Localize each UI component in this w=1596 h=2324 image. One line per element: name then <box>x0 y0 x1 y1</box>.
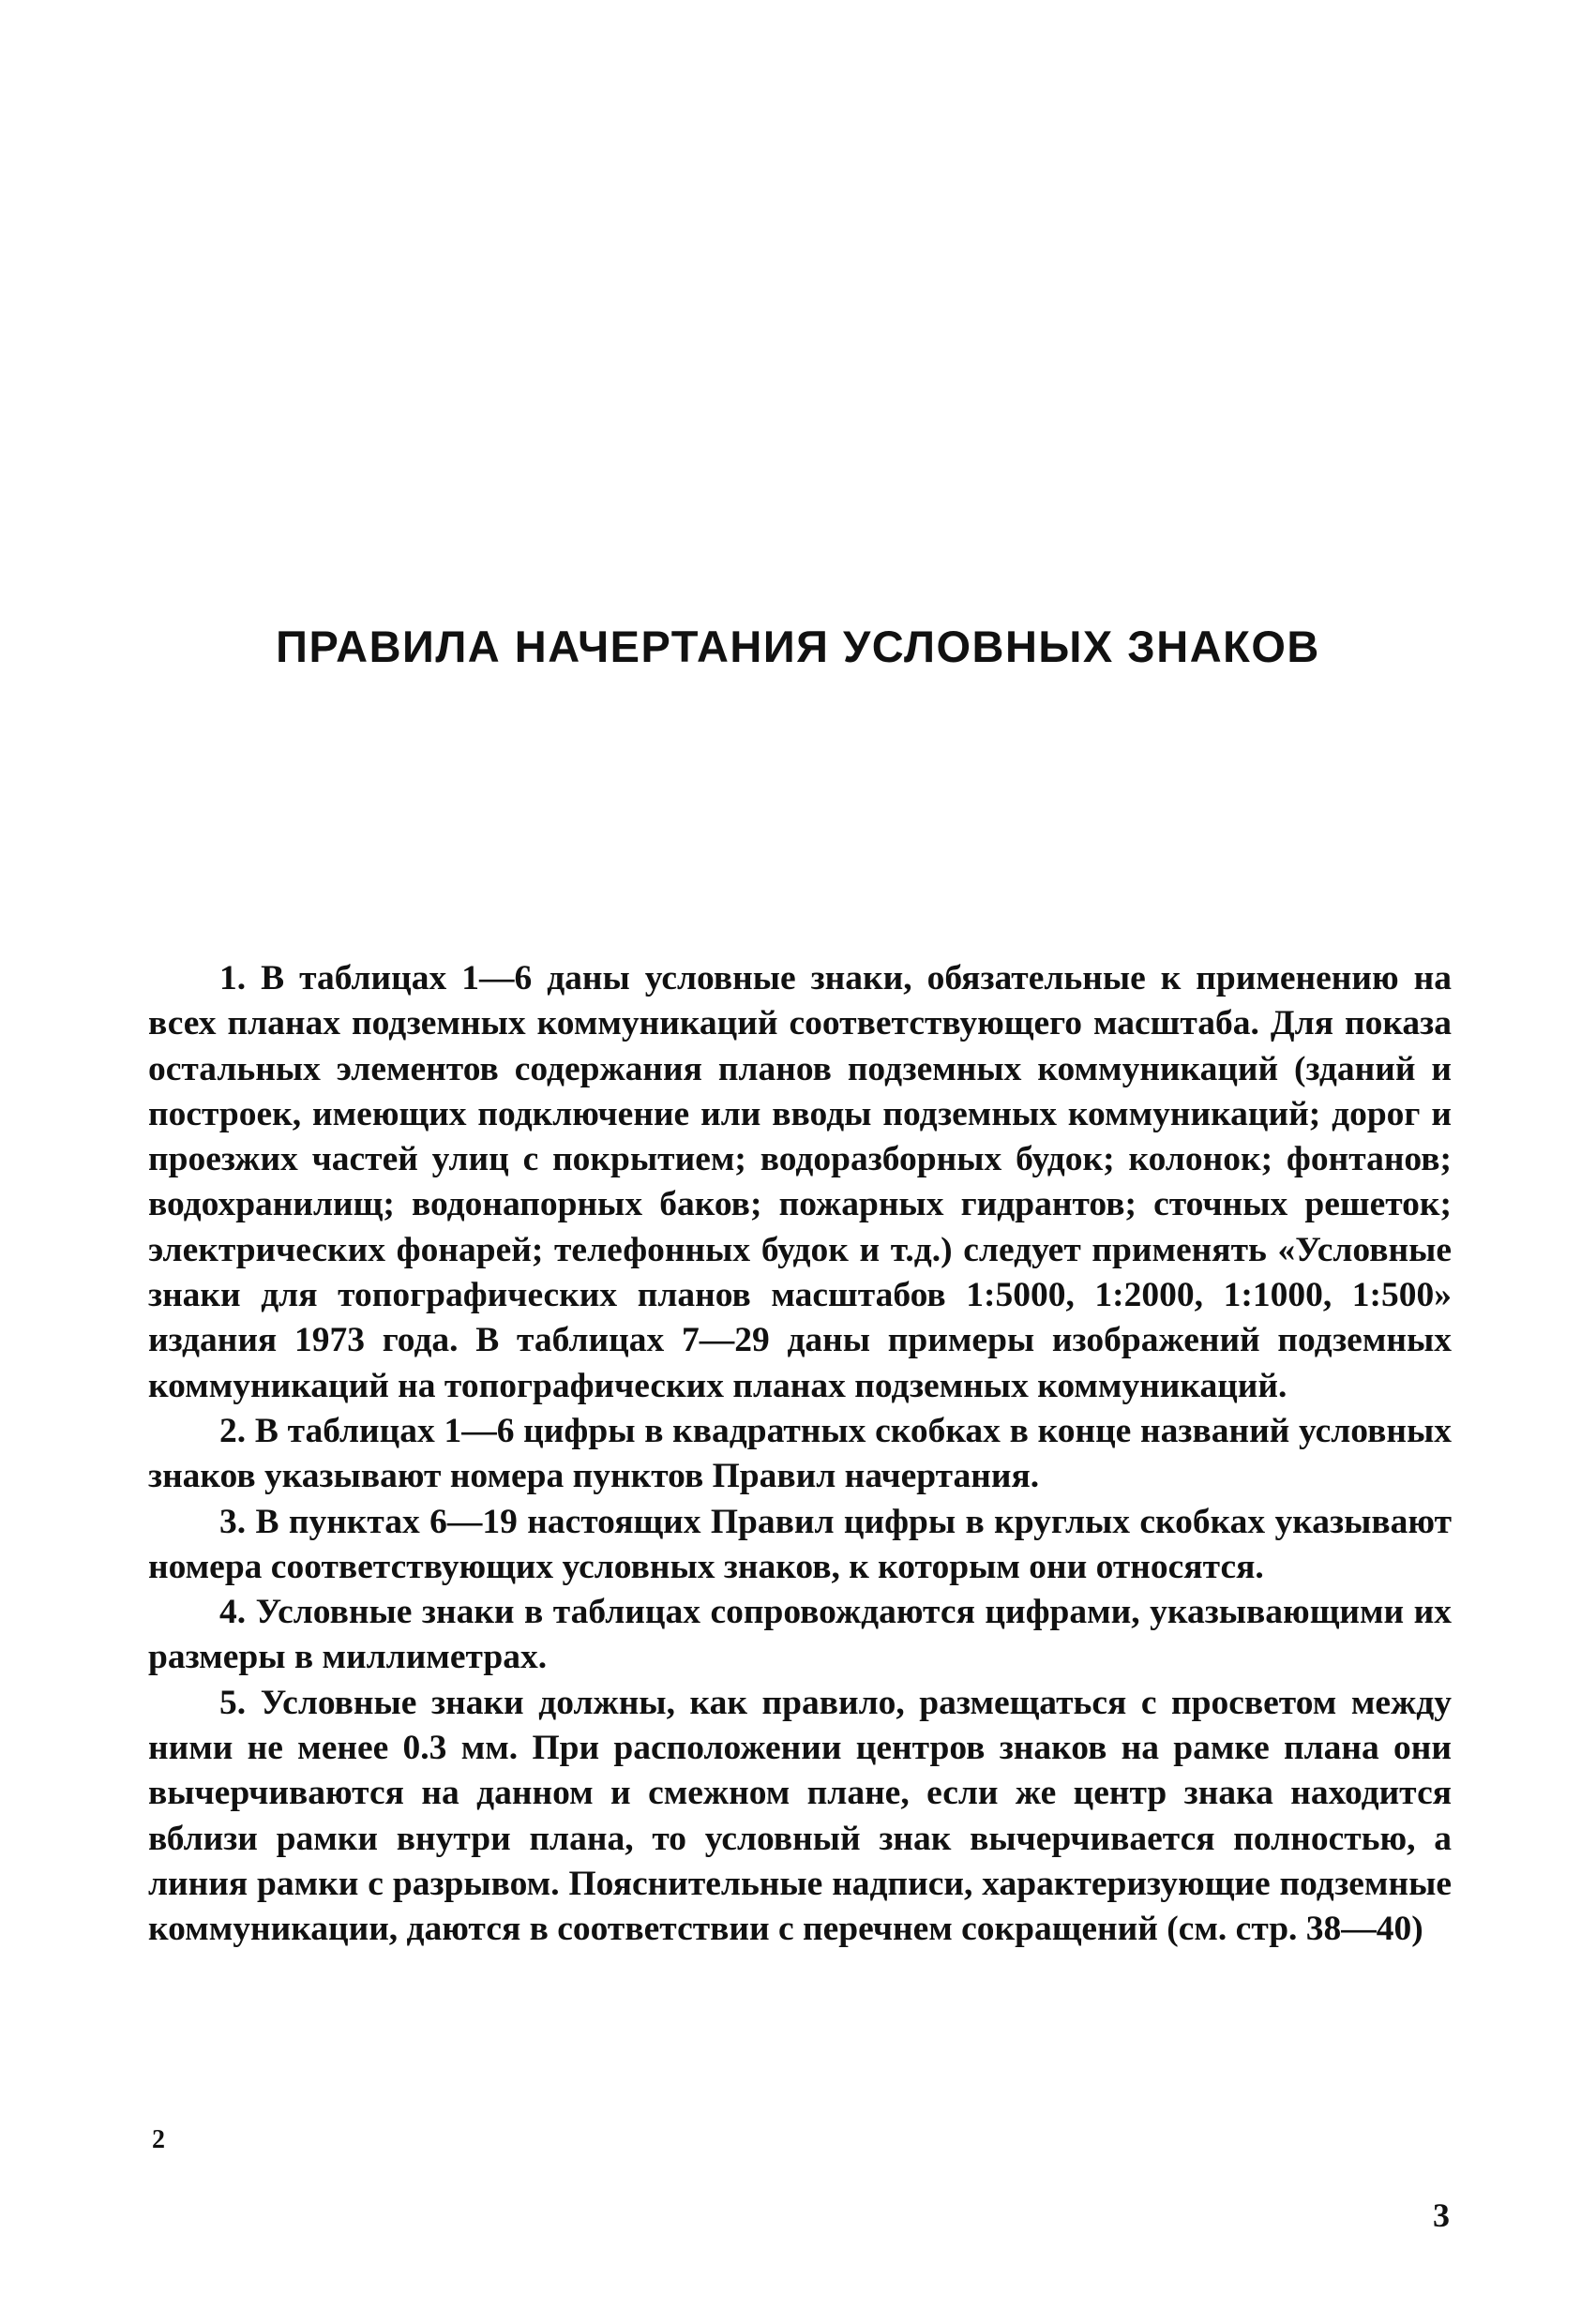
page-title: ПРАВИЛА НАЧЕРТАНИЯ УСЛОВНЫХ ЗНАКОВ <box>276 622 1320 671</box>
footnote-page-mark: 2 <box>152 2125 165 2154</box>
paragraph-4: 4. Условные знаки в таблицах сопровождаются цифрами, указывающими их размеры в миллиметрах. <box>148 1593 1452 1677</box>
body-text <box>148 956 1452 1953</box>
paragraph-3: 3. В пунктах 6—19 настоящих Правил цифры в круглых скобках указывают номера соответствующих условных знаков, к которым они относятся. <box>148 1502 1452 1586</box>
paragraph-1: 1. В таблицах 1—6 даны условные знаки, обязательные к применению на всех планах подземных коммуникаций соответствующего масштаба. Для показа остальных элементов содержания планов подземных коммуникаций (зданий и построек, имеющих подключение или вводы подземных коммуникаций; дорог и проезжих частей улиц с покрытием; водоразборных будок; колонок; фонтанов; водохранилищ; водонапорных баков; пожарных гидрантов; сточных решеток; электрических фонарей; телефонных будок и т.д.) следует применять «Условные знаки для топографических планов масштабов 1:5000, 1:2000, 1:1000, 1:500» издания 1973 года. В таблицах 7—29 даны примеры изображений подземных коммуникаций на топографических планах подземных коммуникаций. <box>148 959 1452 1405</box>
paragraph-2: 2. В таблицах 1—6 цифры в квадратных скобках в конце названий условных знаков указывают номера пунктов Правил начертания. <box>148 1411 1452 1496</box>
page-number: 3 <box>1433 2197 1450 2234</box>
paragraph-5: 5. Условные знаки должны, как правило, размещаться с просветом между ними не менее 0.3 мм. При расположении центров знаков на рамке плана они вычерчиваются на данном и смежном плане, если же центр знака находится вблизи рамки внутри плана, то условный знак вычерчивается полностью, а линия рамки с разрывом. Пояснительные надписи, характеризующие подземные коммуникации, даются в соответствии с перечнем сокращений (см. стр. 38—40) <box>148 1683 1452 1949</box>
